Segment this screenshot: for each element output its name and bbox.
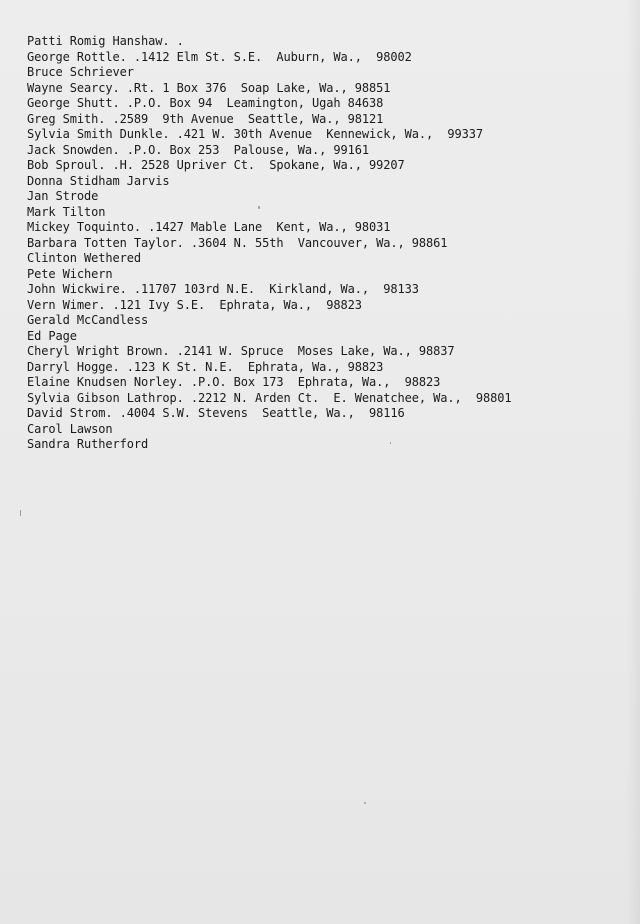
list-item: George Shutt. .P.O. Box 94 Leamington, Ugah 84638 — [27, 96, 384, 110]
list-item: John Wickwire. .11707 103rd N.E. Kirkland, Wa., 98133 — [27, 282, 419, 296]
address-list — [27, 34, 627, 453]
list-item: Vern Wimer. .121 Ivy S.E. Ephrata, Wa., 98823 — [27, 297, 362, 312]
list-item: Mark Tilton — [27, 204, 106, 219]
list-item: Jan Strode — [27, 189, 99, 203]
list-item: Greg Smith. .2589 9th Avenue Seattle, Wa., 98121 — [27, 111, 384, 126]
list-item: Clinton Wethered — [27, 251, 141, 265]
list-item: Elaine Knudsen Norley. .P.O. Box 173 Ephrata, Wa., 98823 — [27, 375, 441, 389]
list-item: Barbara Totten Taylor. .3604 N. 55th Vancouver, Wa., 98861 — [27, 235, 448, 250]
list-item: Donna Stidham Jarvis — [27, 173, 170, 188]
list-item: Darryl Hogge. .123 K St. N.E. Ephrata, Wa., 98823 — [27, 359, 384, 374]
list-item: Sylvia Smith Dunkle. .421 W. 30th Avenue Kennewick, Wa., 99337 — [27, 127, 483, 141]
list-item: Cheryl Wright Brown. .2141 W. Spruce Moses Lake, Wa., 98837 — [27, 344, 455, 358]
list-item: Bob Sproul. .H. 2528 Upriver Ct. Spokane, Wa., 99207 — [27, 158, 405, 172]
list-item: George Rottle. .1412 Elm St. S.E. Auburn, Wa., 98002 — [27, 49, 412, 64]
list-item: Bruce Schriever — [27, 65, 134, 79]
list-item: Sandra Rutherford — [27, 437, 149, 451]
paper-speck — [20, 510, 21, 516]
list-item: Jack Snowden. .P.O. Box 253 Palouse, Wa., 99161 — [27, 142, 369, 157]
paper-speck — [364, 802, 366, 804]
list-item: Ed Page — [27, 328, 77, 343]
list-item: David Strom. .4004 S.W. Stevens Seattle, Wa., 98116 — [27, 406, 405, 420]
list-item: Pete Wichern — [27, 266, 113, 281]
list-item: Gerald McCandless — [27, 313, 149, 327]
list-item: Patti Romig Hanshaw. . — [27, 34, 184, 48]
list-item: Carol Lawson — [27, 421, 113, 436]
list-item: Mickey Toquinto. .1427 Mable Lane Kent, Wa., 98031 — [27, 220, 391, 234]
list-item: Sylvia Gibson Lathrop. .2212 N. Arden Ct. E. Wenatchee, Wa., 98801 — [27, 390, 512, 405]
list-item: Wayne Searcy. .Rt. 1 Box 376 Soap Lake, Wa., 98851 — [27, 80, 391, 95]
